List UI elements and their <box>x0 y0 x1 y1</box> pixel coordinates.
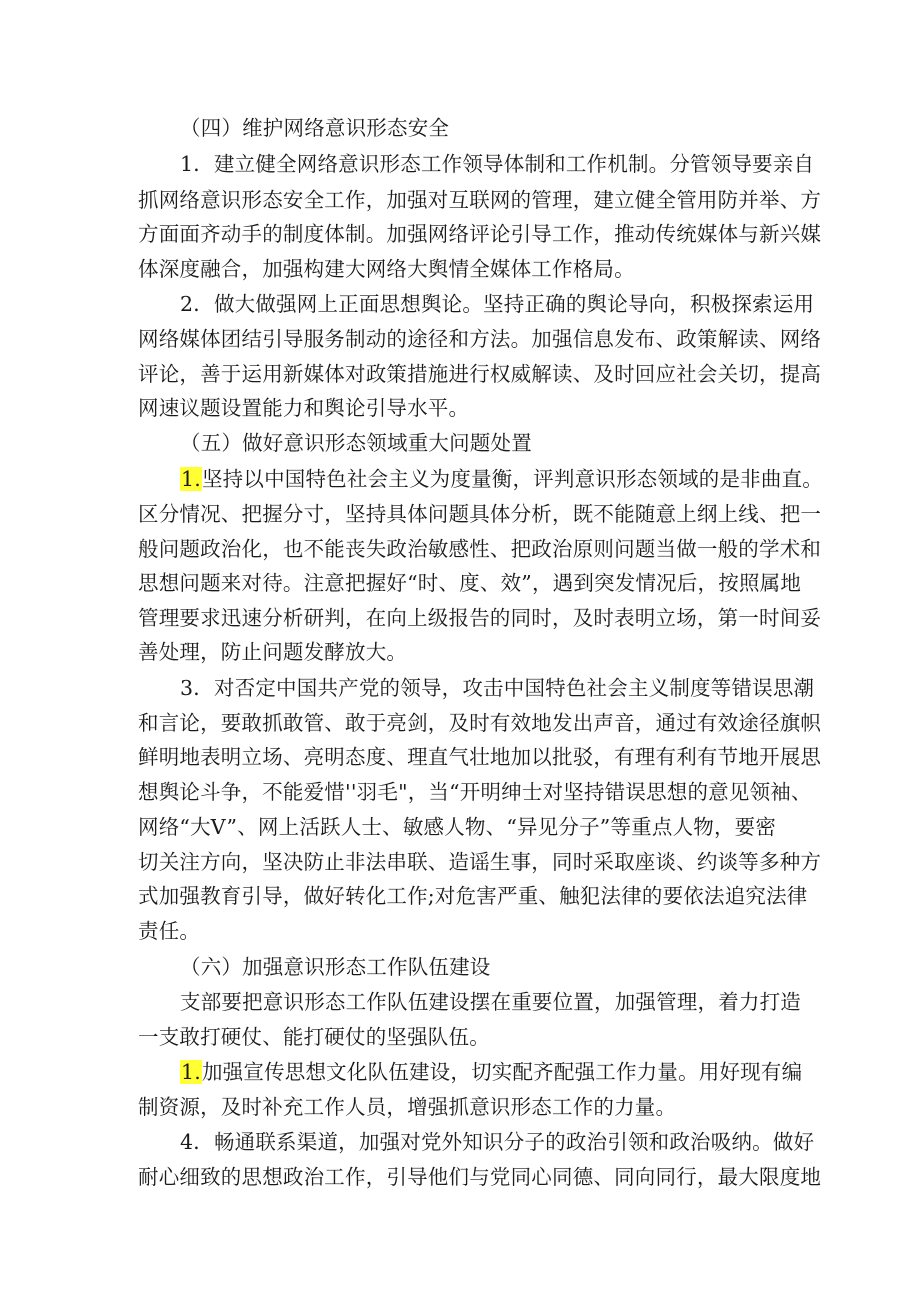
section-heading-6: （六）加强意识形态工作队伍建设 <box>180 955 491 979</box>
paragraph-line: 思想问题来对待。注意把握好“时、度、效”，遇到突发情况后，按照属地 <box>138 571 802 595</box>
paragraph-text: 加强宣传思想文化队伍建设，切实配齐配强工作力量。用好现有编 <box>201 1060 803 1084</box>
paragraph-line: 4．畅通联系渠道，加强对党外知识分子的政治引领和政治吸纳。做好 <box>180 1130 815 1154</box>
paragraph-line: 善处理，防止问题发酵放大。 <box>138 640 408 664</box>
paragraph-line: 责任。 <box>138 919 201 943</box>
paragraph-line: 般问题政治化，也不能丧失政治敏感性、把政治原则问题当做一般的学术和 <box>138 537 822 561</box>
paragraph-line: 耐心细致的思想政治工作，引导他们与党同心同德、同向同行，最大限度地 <box>138 1165 822 1189</box>
paragraph-line: 网速议题设置能力和舆论引导水平。 <box>138 396 470 420</box>
section-heading-4: （四）维护网络意识形态安全 <box>180 116 450 140</box>
paragraph-line: 和言论，要敢抓敢管、敢于亮剑，及时有效地发出声音，通过有效途径旗帜 <box>138 711 822 735</box>
paragraph-line: 体深度融合，加强构建大网络大舆情全媒体工作格局。 <box>138 257 635 281</box>
paragraph-line: 切关注方向，坚决防止非法串联、造谣生事，同时采取座谈、约谈等多种方 <box>138 850 822 874</box>
paragraph-line: 3．对否定中国共产党的领导，攻击中国特色社会主义制度等错误思潮 <box>180 676 815 700</box>
section-heading-5: （五）做好意识形态领域重大问题处置 <box>180 431 532 455</box>
paragraph-line: 区分情况、把握分寸，坚持具体问题具体分析，既不能随意上纲上线、把一 <box>138 502 822 526</box>
paragraph-line: 网络“大V”、网上活跃人士、敏感人物、“异见分子”等重点人物，要密 <box>138 815 777 839</box>
paragraph-line: 一支敢打硬仗、能打硬仗的坚强队伍。 <box>138 1025 490 1049</box>
paragraph-line: 方面面齐动手的制度体制。加强网络评论引导工作，推动传统媒体与新兴媒 <box>138 222 822 246</box>
highlighted-number: 1. <box>181 467 201 491</box>
paragraph-line: 管理要求迅速分析研判，在向上级报告的同时，及时表明立场，第一时间妥 <box>138 606 822 630</box>
paragraph-line: 鲜明地表明立场、亮明态度、理直气壮地加以批驳，有理有利有节地开展思 <box>138 745 822 769</box>
highlighted-number: 1. <box>181 1060 201 1084</box>
paragraph-line: 2．做大做强网上正面思想舆论。坚持正确的舆论导向，积极探索运用 <box>180 292 815 316</box>
paragraph-line: 网络媒体团结引导服务制动的途径和方法。加强信息发布、政策解读、网络 <box>138 327 822 351</box>
paragraph-line: 评论，善于运用新媒体对政策措施进行权威解读、及时回应社会关切，提高 <box>138 362 822 386</box>
paragraph-line: 想舆论斗争，不能爱惜''羽毛"，当“开明绅士对坚持错误思想的意见领袖、 <box>138 780 812 804</box>
paragraph-text: 坚持以中国特色社会主义为度量衡，评判意识形态领域的是非曲直。 <box>201 467 823 491</box>
paragraph-line: 式加强教育引导，做好转化工作;对危害严重、触犯法律的要依法追究法律 <box>138 884 808 908</box>
paragraph-line <box>180 1058 802 1086</box>
paragraph-line: 支部要把意识形态工作队伍建设摆在重要位置，加强管理，着力打造 <box>180 990 801 1014</box>
paragraph-line: 1．建立健全网络意识形态工作领导体制和工作机制。分管领导要亲自 <box>180 152 815 176</box>
paragraph-line: 抓网络意识形态安全工作，加强对互联网的管理，建立健全管用防并举、方 <box>138 188 822 212</box>
paragraph-line: 制资源，及时补充工作人员，增强抓意识形态工作的力量。 <box>138 1095 677 1119</box>
paragraph-line <box>180 465 823 493</box>
